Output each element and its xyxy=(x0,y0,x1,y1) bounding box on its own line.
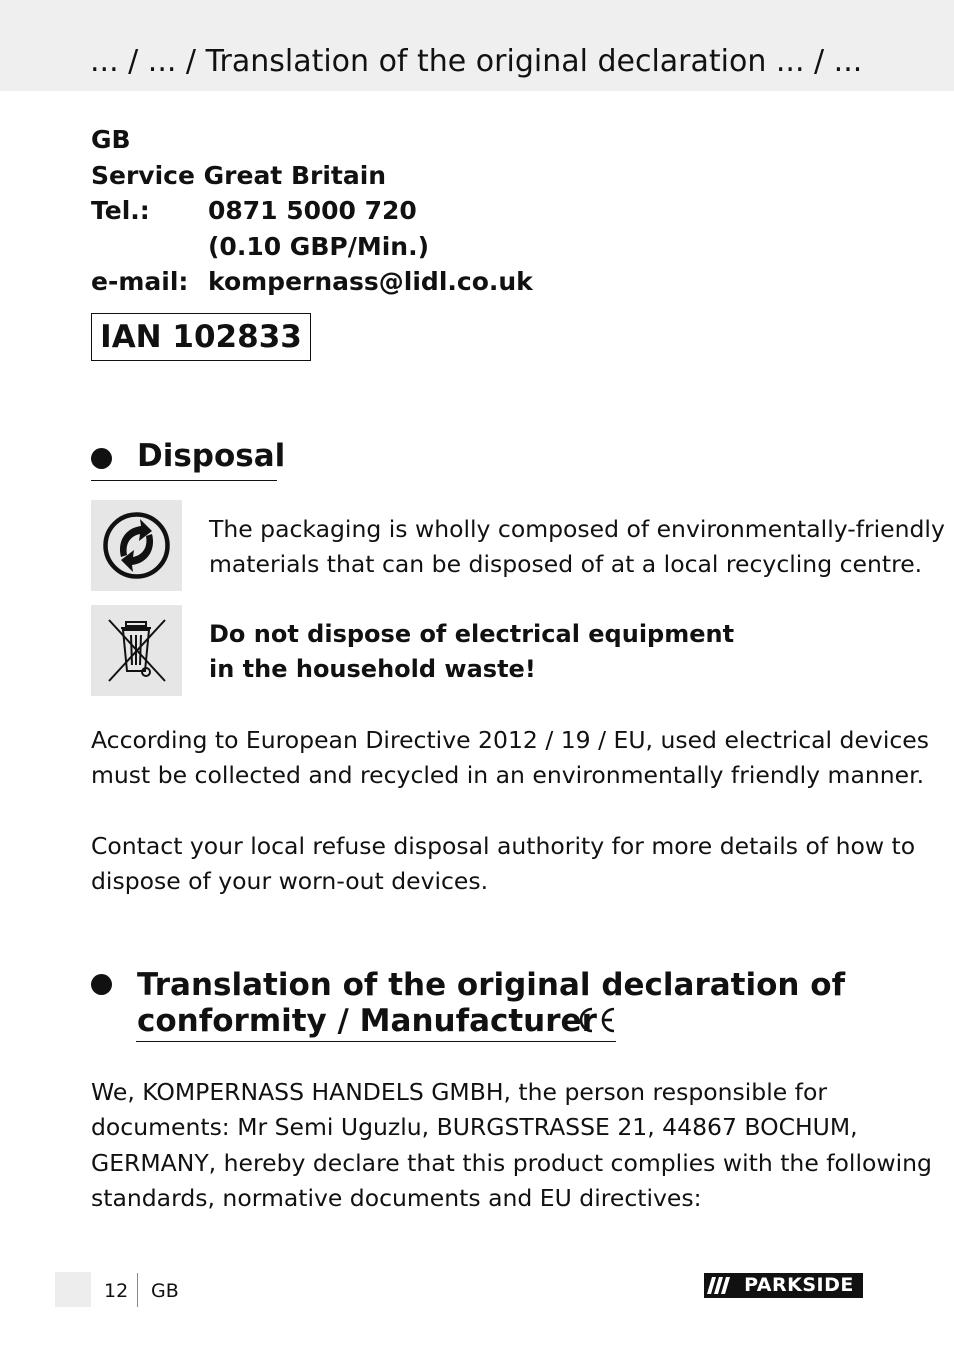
country-code: GB xyxy=(91,125,131,154)
tel-label: Tel.: xyxy=(91,196,150,225)
directive-text-line-2: must be collected and recycled in an environmentally friendly manner. xyxy=(91,761,925,789)
declaration-body-line-2: documents: Mr Semi Uguzlu, BURGSTRASSE 21, 44867 BOCHUM, xyxy=(91,1113,858,1141)
declaration-body-line-3: GERMANY, hereby declare that this product complies with the following xyxy=(91,1149,932,1177)
ce-mark-icon xyxy=(574,1006,618,1034)
bullet-icon xyxy=(91,448,112,469)
recycling-icon-box xyxy=(91,500,182,591)
contact-authority-line-2: dispose of your worn-out devices. xyxy=(91,867,489,895)
weee-icon-box xyxy=(91,605,182,696)
directive-text-line-1: According to European Directive 2012 / 19 / EU, used electrical devices xyxy=(91,726,929,754)
ian-number-box: IAN 102833 xyxy=(91,313,311,361)
declaration-body-line-1: We, KOMPERNASS HANDELS GMBH, the person responsible for xyxy=(91,1078,827,1106)
declaration-heading-line-2: conformity / Manufacturer xyxy=(137,1003,597,1039)
email-link[interactable]: kompernass@lidl.co.uk xyxy=(208,267,533,296)
footer-page-marker xyxy=(55,1272,91,1307)
packaging-text-line-1: The packaging is wholly composed of environmentally-friendly xyxy=(209,515,945,543)
contact-authority-line-1: Contact your local refuse disposal authority for more details of how to xyxy=(91,832,916,860)
packaging-text-line-2: materials that can be disposed of at a local recycling centre. xyxy=(209,550,923,578)
tel-rate: (0.10 GBP/Min.) xyxy=(208,231,430,261)
footer-divider xyxy=(137,1273,138,1307)
bullet-icon xyxy=(91,974,112,995)
footer-language: GB xyxy=(151,1280,179,1302)
service-name: Service Great Britain xyxy=(91,160,387,190)
declaration-heading-underline xyxy=(136,1041,616,1042)
green-dot-recycling-icon xyxy=(91,500,182,591)
warning-text-line-2: in the household waste! xyxy=(209,655,536,683)
tel-value[interactable]: 0871 5000 720 xyxy=(208,196,417,225)
declaration-body-line-4: standards, normative documents and EU directives: xyxy=(91,1184,702,1212)
warning-text-line-1: Do not dispose of electrical equipment xyxy=(209,620,735,648)
page-header-title: ... / ... / Translation of the original declaration ... / ... xyxy=(90,44,863,79)
logo-stripes-icon xyxy=(704,1273,738,1298)
declaration-heading-line-1: Translation of the original declaration of xyxy=(137,967,846,1003)
disposal-heading xyxy=(91,434,286,481)
parkside-logo xyxy=(704,1273,863,1298)
footer-page-number: 12 xyxy=(104,1280,129,1302)
crossed-out-wheelie-bin-icon xyxy=(91,605,182,696)
logo-brand-text: PARKSIDE xyxy=(744,1274,854,1296)
disposal-heading-text: Disposal xyxy=(137,438,286,474)
email-label: e-mail: xyxy=(91,267,189,296)
